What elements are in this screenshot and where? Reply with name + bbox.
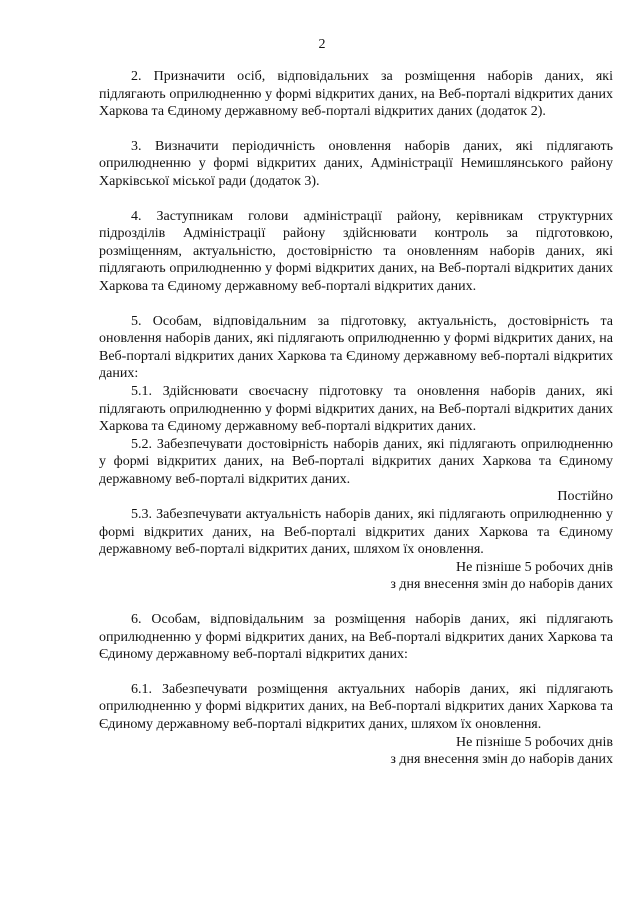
paragraph-5-3: 5.3. Забезпечувати актуальність наборів даних, які підлягають оприлюдненню у формі відкритих даних, на Веб-порталі відкритих даних Харкова та Єдиному державному веб-порталі відкритих даних, шляхом їх оновлення. — [99, 507, 613, 558]
term-6-1-line-1: Не пізніше 5 робочих днів — [455, 734, 613, 750]
paragraph-5-2: 5.2. Забезпечувати достовірність наборів даних, які підлягають оприлюдненню у формі відкритих даних, на Веб-порталі відкритих даних Харкова та Єдиному державному веб-порталі відкритих даних. — [99, 436, 613, 487]
term-5-3-line-2: з дня внесення змін до наборів даних — [390, 577, 613, 593]
paragraph-2: 2. Призначити осіб, відповідальних за розміщення наборів даних, які підлягають оприлюдненню у формі відкритих даних, на Веб-порталі відкритих даних Харкова та Єдиному державному веб-порталі відкритих даних (додаток 2). — [99, 69, 613, 120]
paragraph-6: 6. Особам, відповідальним за розміщення наборів даних, які підлягають оприлюдненню у формі відкритих даних, на Веб-порталі відкритих даних Харкова та Єдиному державному веб-порталі відкритих даних: — [99, 612, 613, 663]
document-body — [99, 68, 613, 769]
paragraph-5-1: 5.1. Здійснювати своєчасну підготовку та оновлення наборів даних, які підлягають оприлюдненню у формі відкритих даних, на Веб-порталі відкритих даних Харкова та Єдиному державному веб-порталі відкритих даних. — [99, 383, 613, 435]
paragraph-3: 3. Визначити періодичність оновлення наборів даних, які підлягають оприлюдненню у формі відкритих даних, Адміністрації Немишлянського району Харківської міської ради (додаток 3). — [99, 138, 613, 189]
paragraph-4: 4. Заступникам голови адміністрації району, керівникам структурних підрозділів Адміністрації району здійснювати контроль за підготовкою, розміщенням, актуальністю, достовірністю та оновленням наборів даних, які підлягають оприлюдненню у формі відкритих даних, на Веб-порталі відкритих даних Харкова та Єдиному державному веб-порталі відкритих даних. — [99, 208, 613, 294]
paragraph-5: 5. Особам, відповідальним за підготовку, актуальність, достовірність та оновлення наборів даних, які підлягають оприлюдненню у формі відкритих даних, на Веб-порталі відкритих даних Харкова та Єдиному державному веб-порталі відкритих даних: — [99, 313, 613, 382]
term-5-3-line-1: Не пізніше 5 робочих днів — [455, 559, 613, 575]
paragraph-6-1: 6.1. Забезпечувати розміщення актуальних наборів даних, які підлягають оприлюдненню у формі відкритих даних, на Веб-порталі відкритих даних Харкова та Єдиному державному веб-порталі відкритих даних, шляхом їх оновлення. — [99, 681, 613, 732]
term-6-1-line-2: з дня внесення змін до наборів даних — [390, 752, 613, 768]
page-number: 2 — [318, 37, 326, 52]
term-5-2: Постійно — [557, 489, 613, 505]
